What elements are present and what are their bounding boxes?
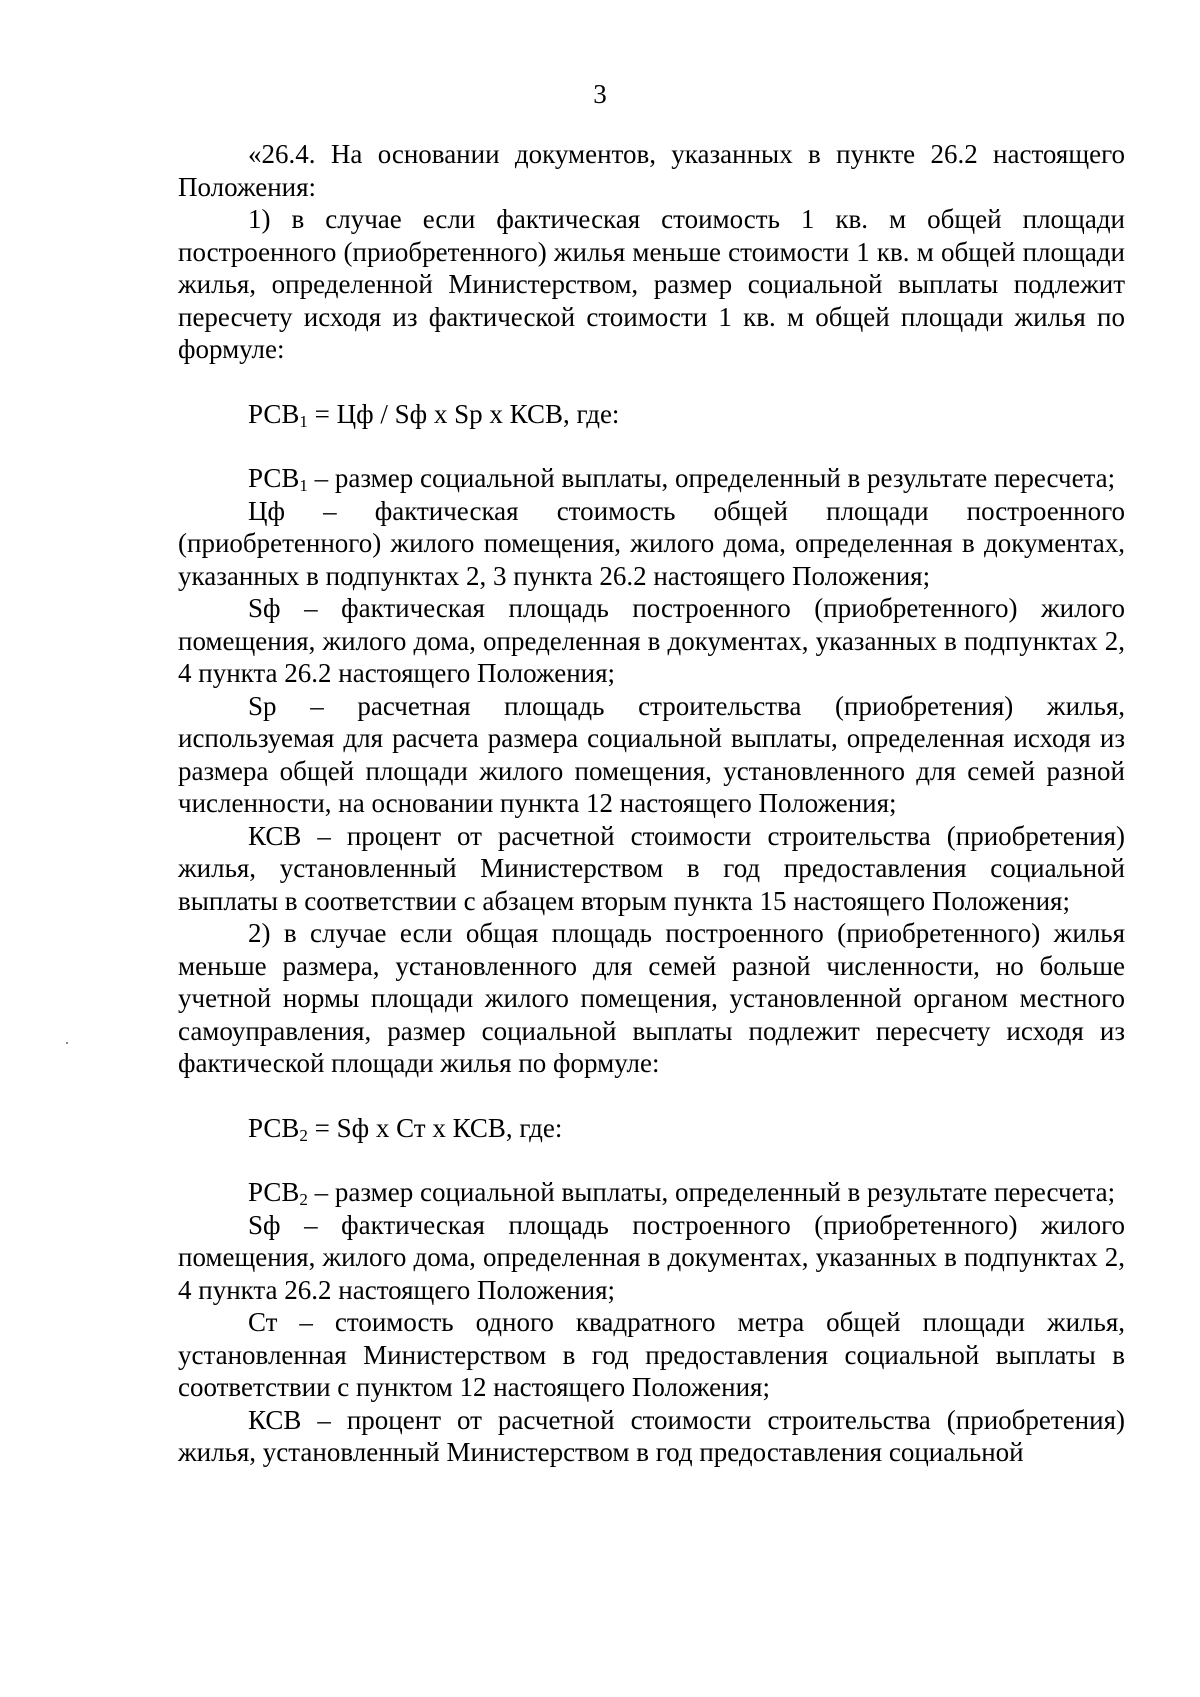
definition-item: Sр – расчетная площадь строительства (приобретения) жилья, используемая для расчета размера социальной выплаты, определенная исходя из размера общей площади жилого помещения, установленного для семей разной численности, на основании пункта 12 настоящего Положения; (178, 690, 1125, 818)
definition-item: КСВ – процент от расчетной стоимости строительства (приобретения) жилья, установленный Министерством в год предоставления социальной выплаты в соответствии с абзацем вторым пункта 15 настоящего Положения; (178, 820, 1125, 916)
definition-item: Ст – стоимость одного квадратного метра общей площади жилья, установленная Министерством в год предоставления социальной выплаты в соответствии с пунктом 12 настоящего Положения; (178, 1307, 1125, 1402)
document-body (178, 138, 1125, 1469)
paragraph: «26.4. На основании документов, указанных в пункте 26.2 настоящего Положения: (178, 139, 1125, 202)
formula-rsv2: $РСВ_2$ = Sф х Ст х КСВ, где: (248, 1112, 563, 1145)
definition-rsv1: $РСВ_1$ – размер социальной выплаты, определенный в результате пересчета; (248, 463, 1116, 495)
page-number: 3 (593, 79, 607, 109)
definition-item: Цф – фактическая стоимость общей площади построенного (приобретенного) жилого помещения, жилого дома, определенная в документах, указанных в подпунктах 2, 3 пункта 26.2 настоящего Положения; (178, 495, 1125, 591)
paragraph: 2) в случае если общая площадь построенного (приобретенного) жилья меньше размера, установленного для семей разной численности, но больше учетной нормы площади жилого помещения, установленной органом местного самоуправления, размер социальной выплаты подлежит пересчету исходя из фактической площади жилья по формуле: (178, 918, 1125, 1078)
paragraph: 1) в случае если фактическая стоимость 1 кв. м общей площади построенного (приобретенного) жилья меньше стоимости 1 кв. м общей площади жилья, определенной Министерством, размер социальной выплаты подлежит пересчету исходя из фактической стоимости 1 кв. м общей площади жилья по формуле: (178, 204, 1125, 364)
definition-item: Sф – фактическая площадь построенного (приобретенного) жилого помещения, жилого дома, определенная в документах, указанных в подпунктах 2, 4 пункта 26.2 настоящего Положения; (178, 593, 1125, 688)
scan-speck (66, 1042, 68, 1044)
formula-rsv1: $РСВ_1$ = Цф / Sф х Sр х КСВ, где: (248, 398, 620, 431)
definition-rsv2: $РСВ_2$ – размер социальной выплаты, определенный в результате пересчета; (248, 1177, 1116, 1209)
definition-item: КСВ – процент от расчетной стоимости строительства (приобретения) жилья, установленный Министерством в год предоставления социальной (178, 1404, 1125, 1467)
definition-item: Sф – фактическая площадь построенного (приобретенного) жилого помещения, жилого дома, определенная в документах, указанных в подпунктах 2, 4 пункта 26.2 настоящего Положения; (178, 1209, 1125, 1305)
